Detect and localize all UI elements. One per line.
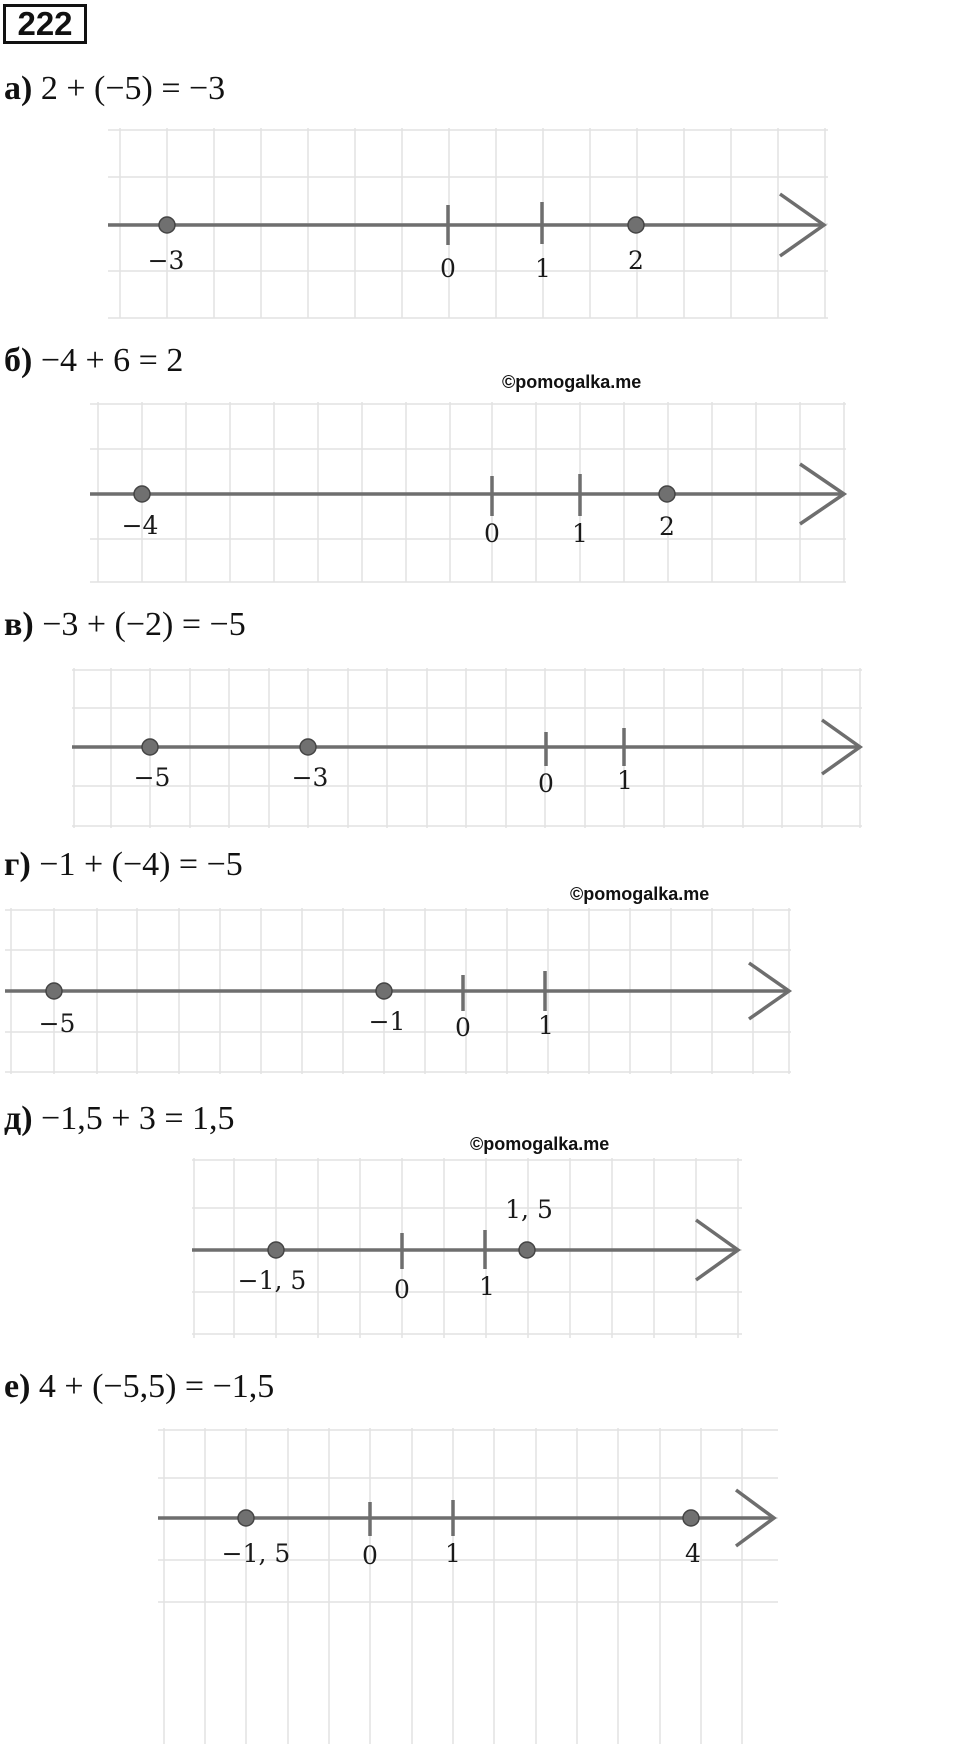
task-letter: д) [4, 1100, 33, 1137]
point-label-result: −1, 5 [221, 1539, 291, 1568]
point-result [659, 486, 675, 502]
tick-label-one: 1 [445, 1539, 461, 1568]
task-equation: −1,5 + 3 = 1,5 [41, 1100, 235, 1137]
point-result [46, 983, 62, 999]
task-letter: б) [4, 342, 33, 379]
point-start [376, 983, 392, 999]
grid [90, 402, 846, 582]
point-result [142, 739, 158, 755]
tick-label-zero: 0 [394, 1275, 410, 1304]
point-start [628, 217, 644, 233]
tick-label-one: 1 [617, 766, 633, 795]
point-result [159, 217, 175, 233]
point-result [519, 1242, 535, 1258]
tick-label-one: 1 [535, 254, 551, 283]
task-equation: −1 + (−4) = −5 [39, 846, 243, 883]
tick-label-zero: 0 [538, 769, 554, 798]
task-e [4, 1368, 274, 1406]
point-start [134, 486, 150, 502]
watermark: ©pomogalka.me [570, 884, 710, 904]
problem-number: 222 [3, 4, 87, 44]
task-letter: е) [4, 1368, 31, 1405]
tick-label-one: 1 [538, 1011, 554, 1040]
task-equation: −3 + (−2) = −5 [42, 606, 246, 643]
point-label-start: −1 [368, 1007, 406, 1036]
point-label-start: −3 [291, 763, 329, 792]
tick-label-zero: 0 [455, 1013, 471, 1042]
task-b [4, 342, 183, 380]
grid [108, 128, 828, 318]
number-line-g [5, 908, 791, 1074]
task-a [4, 70, 225, 108]
number-line-a [108, 128, 828, 318]
task-equation: −4 + 6 = 2 [40, 342, 184, 379]
point-label-result: 1, 5 [505, 1195, 553, 1224]
task-d [4, 1100, 235, 1138]
task-equation: 4 + (−5,5) = −1,5 [38, 1368, 275, 1405]
tick-label-zero: 0 [484, 519, 500, 548]
task-g [4, 846, 243, 884]
point-start [268, 1242, 284, 1258]
number-line-e [158, 1428, 778, 1744]
point-result [238, 1510, 254, 1526]
tick-label-zero: 0 [362, 1541, 378, 1570]
watermark: ©pomogalka.me [470, 1134, 610, 1154]
point-label-result: −5 [38, 1009, 76, 1038]
tick-label-one: 1 [572, 519, 588, 548]
point-label-start: −1, 5 [237, 1266, 307, 1295]
point-start [683, 1510, 699, 1526]
point-label-start: −4 [121, 511, 159, 540]
number-line-d [192, 1158, 742, 1338]
point-label-start: 4 [685, 1539, 701, 1568]
tick-label-one: 1 [479, 1272, 495, 1301]
point-label-result: 2 [659, 512, 675, 541]
grid [158, 1428, 778, 1744]
number-line-v [72, 668, 862, 828]
task-letter: в) [4, 606, 34, 643]
point-label-result: −3 [147, 246, 185, 275]
task-equation: 2 + (−5) = −3 [40, 70, 226, 107]
task-letter: а) [4, 70, 33, 107]
point-label-result: −5 [133, 763, 171, 792]
number-line-b [90, 402, 846, 582]
task-letter: г) [4, 846, 31, 883]
point-label-start: 2 [628, 246, 644, 275]
point-start [300, 739, 316, 755]
tick-label-zero: 0 [440, 254, 456, 283]
task-v [4, 606, 246, 644]
watermark: ©pomogalka.me [502, 372, 642, 392]
